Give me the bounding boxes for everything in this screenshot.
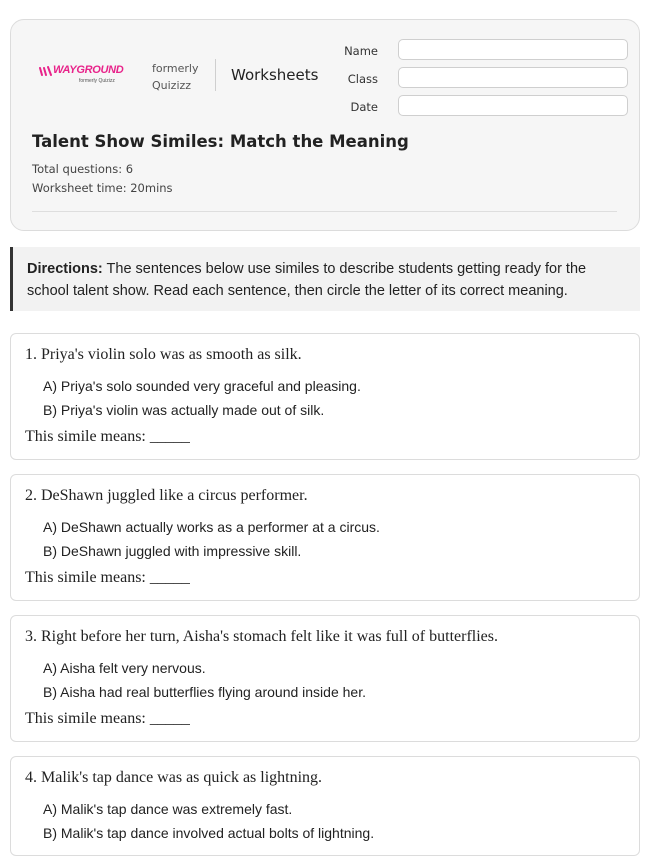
option-a: A) Malik's tap dance was extremely fast. xyxy=(43,801,293,817)
question-card xyxy=(10,756,640,856)
question-card xyxy=(10,474,640,601)
answer-line: This simile means: _____ xyxy=(25,569,190,586)
header-rule xyxy=(32,211,617,212)
name-field[interactable] xyxy=(398,39,628,60)
directions-text: The sentences below use similes to describe students getting ready for the school talent show. Read each sentence, then circle the letter of its correct meaning. xyxy=(27,261,587,299)
option-a: A) DeShawn actually works as a performer at a circus. xyxy=(43,519,380,535)
question-card xyxy=(10,333,640,460)
brand-title: Worksheets xyxy=(231,66,319,84)
directions-label: Directions: xyxy=(27,261,103,277)
option-b: B) DeShawn juggled with impressive skill. xyxy=(43,543,302,559)
formerly-note xyxy=(152,60,199,94)
date-field[interactable] xyxy=(398,95,628,116)
option-a: A) Aisha felt very nervous. xyxy=(43,660,206,676)
question-text: 2. DeShawn juggled like a circus performer. xyxy=(25,487,308,504)
wayground-logo xyxy=(39,64,137,88)
question-text: 4. Malik's tap dance was as quick as lightning. xyxy=(25,769,323,786)
question-card xyxy=(10,615,640,742)
question-text: 3. Right before her turn, Aisha's stomach felt like it was full of butterflies. xyxy=(25,628,498,645)
option-a: A) Priya's solo sounded very graceful and pleasing. xyxy=(43,378,361,394)
logo-subtext: formerly Quizizz xyxy=(79,78,115,84)
name-label: Name xyxy=(344,44,378,58)
directions-box xyxy=(10,247,640,311)
option-b: B) Malik's tap dance involved actual bolts of lightning. xyxy=(43,825,375,841)
worksheet-time: Worksheet time: 20mins xyxy=(32,181,173,195)
answer-line: This simile means: _____ xyxy=(25,710,190,727)
formerly-line-1: formerly xyxy=(152,62,199,75)
header-divider xyxy=(215,59,216,91)
worksheet-header xyxy=(10,19,640,231)
logo-mark-icon xyxy=(39,66,53,76)
option-b: B) Priya's violin was actually made out of silk. xyxy=(43,402,325,418)
question-text: 1. Priya's violin solo was as smooth as silk. xyxy=(25,346,302,363)
class-field[interactable] xyxy=(398,67,628,88)
date-label: Date xyxy=(350,100,378,114)
logo-wordmark: WAYGROUND xyxy=(53,64,124,76)
formerly-line-2: Quizizz xyxy=(152,79,192,92)
option-b: B) Aisha had real butterflies flying around inside her. xyxy=(43,684,366,700)
answer-line: This simile means: _____ xyxy=(25,428,190,445)
total-questions: Total questions: 6 xyxy=(32,162,134,176)
worksheet-title: Talent Show Similes: Match the Meaning xyxy=(32,132,409,151)
class-label: Class xyxy=(347,72,378,86)
